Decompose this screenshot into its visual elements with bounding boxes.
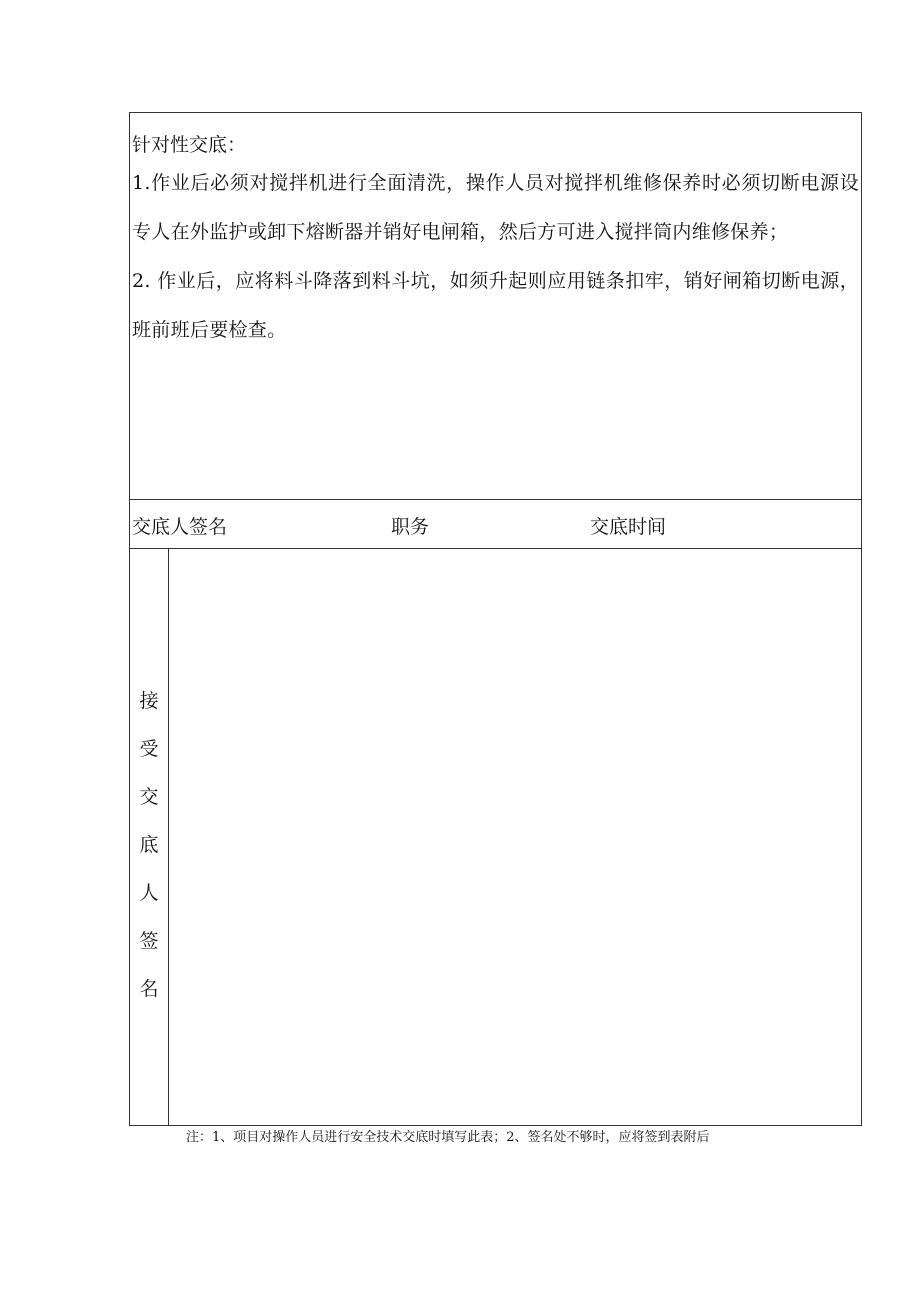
content-title: 针对性交底： — [132, 134, 247, 156]
receiver-label-vertical — [130, 677, 168, 1013]
signer-label: 交底人签名 — [132, 516, 228, 538]
signature-row — [130, 500, 861, 549]
content-item-2: 2. 作业后，应将料斗降落到料斗坑，如须升起则应用链条扣牢，销好闸箱切断电源，班前班后要检查。 — [132, 270, 859, 341]
receiver-label-char: 底 — [139, 834, 159, 856]
receiver-label-char: 受 — [139, 738, 159, 760]
receiver-label-char: 交 — [139, 786, 159, 808]
receiver-label-char: 接 — [139, 690, 159, 712]
receiver-label-char: 名 — [139, 978, 159, 1000]
briefing-content-section — [130, 113, 861, 500]
receiver-label-char: 人 — [139, 882, 159, 904]
footnote: 注：1、项目对操作人员进行安全技术交底时填写此表；2、签名处不够时，应将签到表附后 — [186, 1130, 710, 1145]
receiver-label-cell — [130, 549, 169, 1125]
receiver-signature-field[interactable] — [169, 549, 861, 1125]
briefing-time-label: 交底时间 — [590, 516, 667, 538]
receiver-signature-area — [130, 549, 861, 1125]
receiver-label-char: 签 — [139, 930, 159, 952]
duty-label: 职务 — [391, 516, 430, 538]
safety-briefing-form — [129, 112, 862, 1126]
content-item-1: 1.作业后必须对搅拌机进行全面清洗，操作人员对搅拌机维修保养时必须切断电源设专人在外监护或卸下熔断器并销好电闸箱，然后方可进入搅拌筒内维修保养； — [132, 172, 859, 243]
